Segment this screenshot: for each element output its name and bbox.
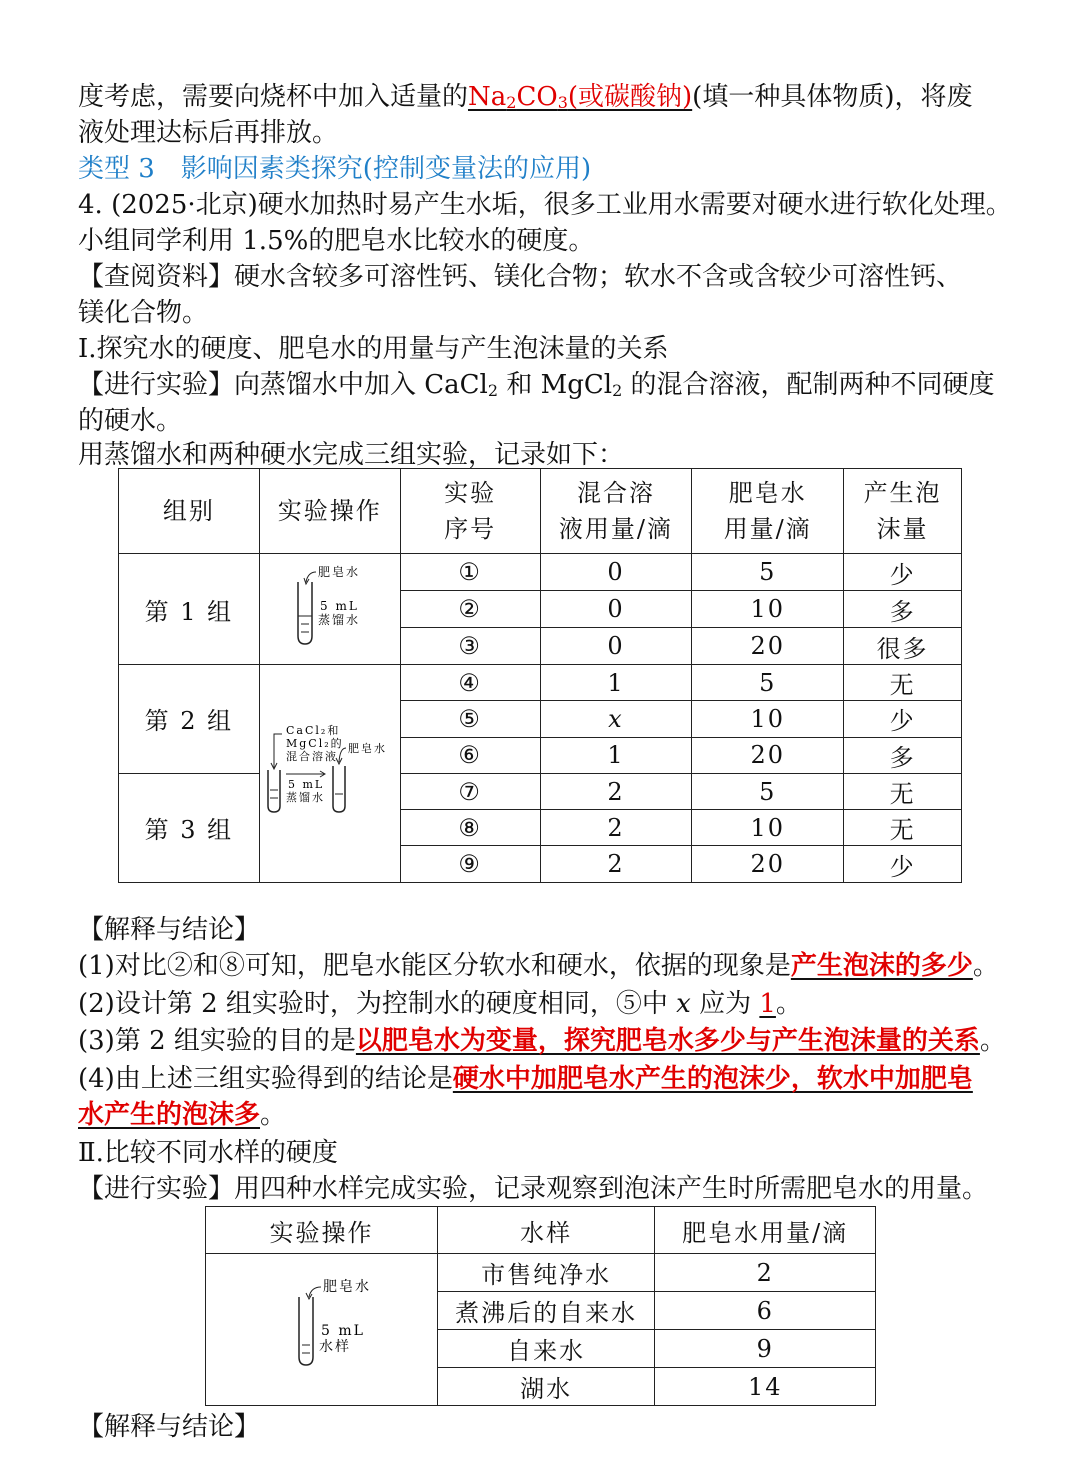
answer-q4-part-1: 硬水中加肥皂水产生的泡沫少，软水中加肥皂 <box>452 1064 973 1094</box>
row-mix: 1 <box>540 737 692 773</box>
part1-title: Ⅰ.探究水的硬度、肥皂水的用量与产生泡沫量的关系 <box>78 334 669 364</box>
svg-text:混合溶液: 混合溶液 <box>285 750 338 764</box>
row-soap: 20 <box>692 628 844 665</box>
group-3-label: 第 3 组 <box>119 773 260 882</box>
table-row <box>119 554 962 591</box>
conclusion-title-2: 【解释与结论】 <box>78 1412 261 1442</box>
apparatus-2-cell <box>259 665 400 883</box>
row-sample: 市售纯净水 <box>437 1254 655 1292</box>
row-foam: 很多 <box>844 628 962 665</box>
reference-line-2: 镁化合物。 <box>78 298 209 328</box>
answer-q2: 1 <box>759 989 776 1019</box>
experiment-line-2: 的硬水。 <box>78 406 183 436</box>
header-soap-amount: 肥皂水用量/滴 <box>655 1207 876 1254</box>
svg-text:水样: 水样 <box>319 1338 352 1355</box>
row-sample: 湖水 <box>437 1368 655 1406</box>
test-tube-diagram-1 <box>260 554 400 658</box>
conclusion-title-1: 【解释与结论】 <box>78 915 261 945</box>
test-tube-diagram-3 <box>221 1257 421 1397</box>
row-soap: 9 <box>655 1330 876 1368</box>
row-no: ⑨ <box>400 846 540 882</box>
row-no: ⑧ <box>400 810 540 846</box>
experiment-table-2 <box>205 1206 876 1406</box>
question-line-1: 4. (2025·北京)硬水加热时易产生水垢，很多工业用水需要对硬水进行软化处理。 <box>78 190 1012 220</box>
table-row <box>119 773 962 809</box>
row-soap: 5 <box>692 665 844 701</box>
row-soap: 20 <box>692 737 844 773</box>
row-no: ⑥ <box>400 737 540 773</box>
svg-text:肥皂水: 肥皂水 <box>347 742 387 756</box>
row-soap: 6 <box>655 1292 876 1330</box>
header-operation: 实验操作 <box>206 1207 438 1254</box>
row-mix: 2 <box>540 810 692 846</box>
row-mix: 1 <box>540 665 692 701</box>
part2-experiment: 【进行实验】用四种水样完成实验，记录观察到泡沫产生时所需肥皂水的用量。 <box>78 1174 989 1204</box>
row-no: ⑦ <box>400 773 540 809</box>
row-mix: 2 <box>540 773 692 809</box>
experiment-table-1 <box>118 468 962 883</box>
row-soap: 10 <box>692 810 844 846</box>
svg-text:肥皂水: 肥皂水 <box>323 1278 372 1295</box>
svg-text:5 mL: 5 mL <box>319 599 359 613</box>
row-no: ② <box>400 591 540 628</box>
row-foam: 无 <box>844 773 962 809</box>
test-tube-diagram-2 <box>260 670 400 870</box>
table-row <box>119 665 962 701</box>
conclusion-q3: (3)第 2 组实验的目的是以肥皂水为变量，探究肥皂水多少与产生泡沫量的关系。 <box>78 1026 1006 1056</box>
svg-text:5 mL: 5 mL <box>321 1322 366 1339</box>
svg-text:蒸馏水: 蒸馏水 <box>317 613 360 627</box>
row-foam: 无 <box>844 810 962 846</box>
row-foam: 多 <box>844 591 962 628</box>
row-soap: 10 <box>692 591 844 628</box>
intro-line-1 <box>78 80 972 120</box>
svg-text:MgCl₂的: MgCl₂的 <box>285 737 344 751</box>
row-foam: 少 <box>844 701 962 737</box>
experiment-line-3: 用蒸馏水和两种硬水完成三组实验，记录如下： <box>78 440 625 470</box>
row-no: ④ <box>400 665 540 701</box>
row-foam: 多 <box>844 737 962 773</box>
header-number: 实验 序号 <box>400 469 540 554</box>
row-foam: 无 <box>844 665 962 701</box>
header-group: 组别 <box>119 469 260 554</box>
answer-q3: 以肥皂水为变量，探究肥皂水多少与产生泡沫量的关系 <box>355 1026 980 1056</box>
header-mix-amount: 混合溶 液用量/滴 <box>540 469 692 554</box>
row-foam: 少 <box>844 846 962 882</box>
conclusion-q4-line-1: (4)由上述三组实验得到的结论是硬水中加肥皂水产生的泡沫少，软水中加肥皂 <box>78 1064 973 1094</box>
row-soap: 5 <box>692 554 844 591</box>
header-foam-amount: 产生泡 沫量 <box>844 469 962 554</box>
row-foam: 少 <box>844 554 962 591</box>
row-mix: 0 <box>540 554 692 591</box>
row-sample: 煮沸后的自来水 <box>437 1292 655 1330</box>
intro-line-2: 液处理达标后再排放。 <box>78 118 339 148</box>
row-mix: 2 <box>540 846 692 882</box>
experiment-line-1: 【进行实验】向蒸馏水中加入 CaCl$_2$ 和 MgCl$_2$ 的混合溶液，配制两种不同硬度 <box>78 370 995 400</box>
table-header-row <box>119 469 962 554</box>
svg-text:肥皂水: 肥皂水 <box>317 565 360 579</box>
answer-sodium-carbonate: $Na_2CO_3$(或碳酸钠) <box>468 82 693 112</box>
svg-text:蒸馏水: 蒸馏水 <box>285 791 325 805</box>
question-line-2: 小组同学利用 1.5%的肥皂水比较水的硬度。 <box>78 226 595 256</box>
table-header-row <box>206 1207 876 1254</box>
row-no: ③ <box>400 628 540 665</box>
group-1-label: 第 1 组 <box>119 554 260 665</box>
row-mix: x <box>540 701 692 737</box>
apparatus-3-cell <box>206 1254 438 1406</box>
part2-title: Ⅱ.比较不同水样的硬度 <box>78 1138 338 1168</box>
row-soap: 14 <box>655 1368 876 1406</box>
header-sample: 水样 <box>437 1207 655 1254</box>
table-row <box>206 1254 876 1292</box>
header-operation: 实验操作 <box>259 469 400 554</box>
row-soap: 5 <box>692 773 844 809</box>
intro-text-post: (填一种具体物质)，将废 <box>692 82 973 112</box>
apparatus-1-cell <box>259 554 400 665</box>
row-soap: 20 <box>692 846 844 882</box>
conclusion-q1: (1)对比②和⑧可知，肥皂水能区分软水和硬水，依据的现象是产生泡沫的多少。 <box>78 951 999 981</box>
row-soap: 10 <box>692 701 844 737</box>
row-sample: 自来水 <box>437 1330 655 1368</box>
svg-text:5 mL: 5 mL <box>287 778 325 792</box>
svg-text:CaCl₂和: CaCl₂和 <box>285 724 341 738</box>
conclusion-q4-line-2: 水产生的泡沫多。 <box>78 1100 287 1130</box>
answer-q1: 产生泡沫的多少 <box>790 951 973 981</box>
conclusion-q2: (2)设计第 2 组实验时，为控制水的硬度相同，⑤中 x 应为 1。 <box>78 989 802 1019</box>
row-mix: 0 <box>540 591 692 628</box>
answer-q4-part-2: 水产生的泡沫多 <box>78 1100 261 1130</box>
section-heading: 类型 3 影响因素类探究(控制变量法的应用) <box>78 154 592 184</box>
row-no: ⑤ <box>400 701 540 737</box>
reference-line-1: 【查阅资料】硬水含较多可溶性钙、镁化合物；软水不含或含较少可溶性钙、 <box>78 262 963 292</box>
group-2-label: 第 2 组 <box>119 665 260 774</box>
row-mix: 0 <box>540 628 692 665</box>
intro-text: 度考虑，需要向烧杯中加入适量的 <box>78 82 469 112</box>
row-no: ① <box>400 554 540 591</box>
row-soap: 2 <box>655 1254 876 1292</box>
header-soap-amount: 肥皂水 用量/滴 <box>692 469 844 554</box>
